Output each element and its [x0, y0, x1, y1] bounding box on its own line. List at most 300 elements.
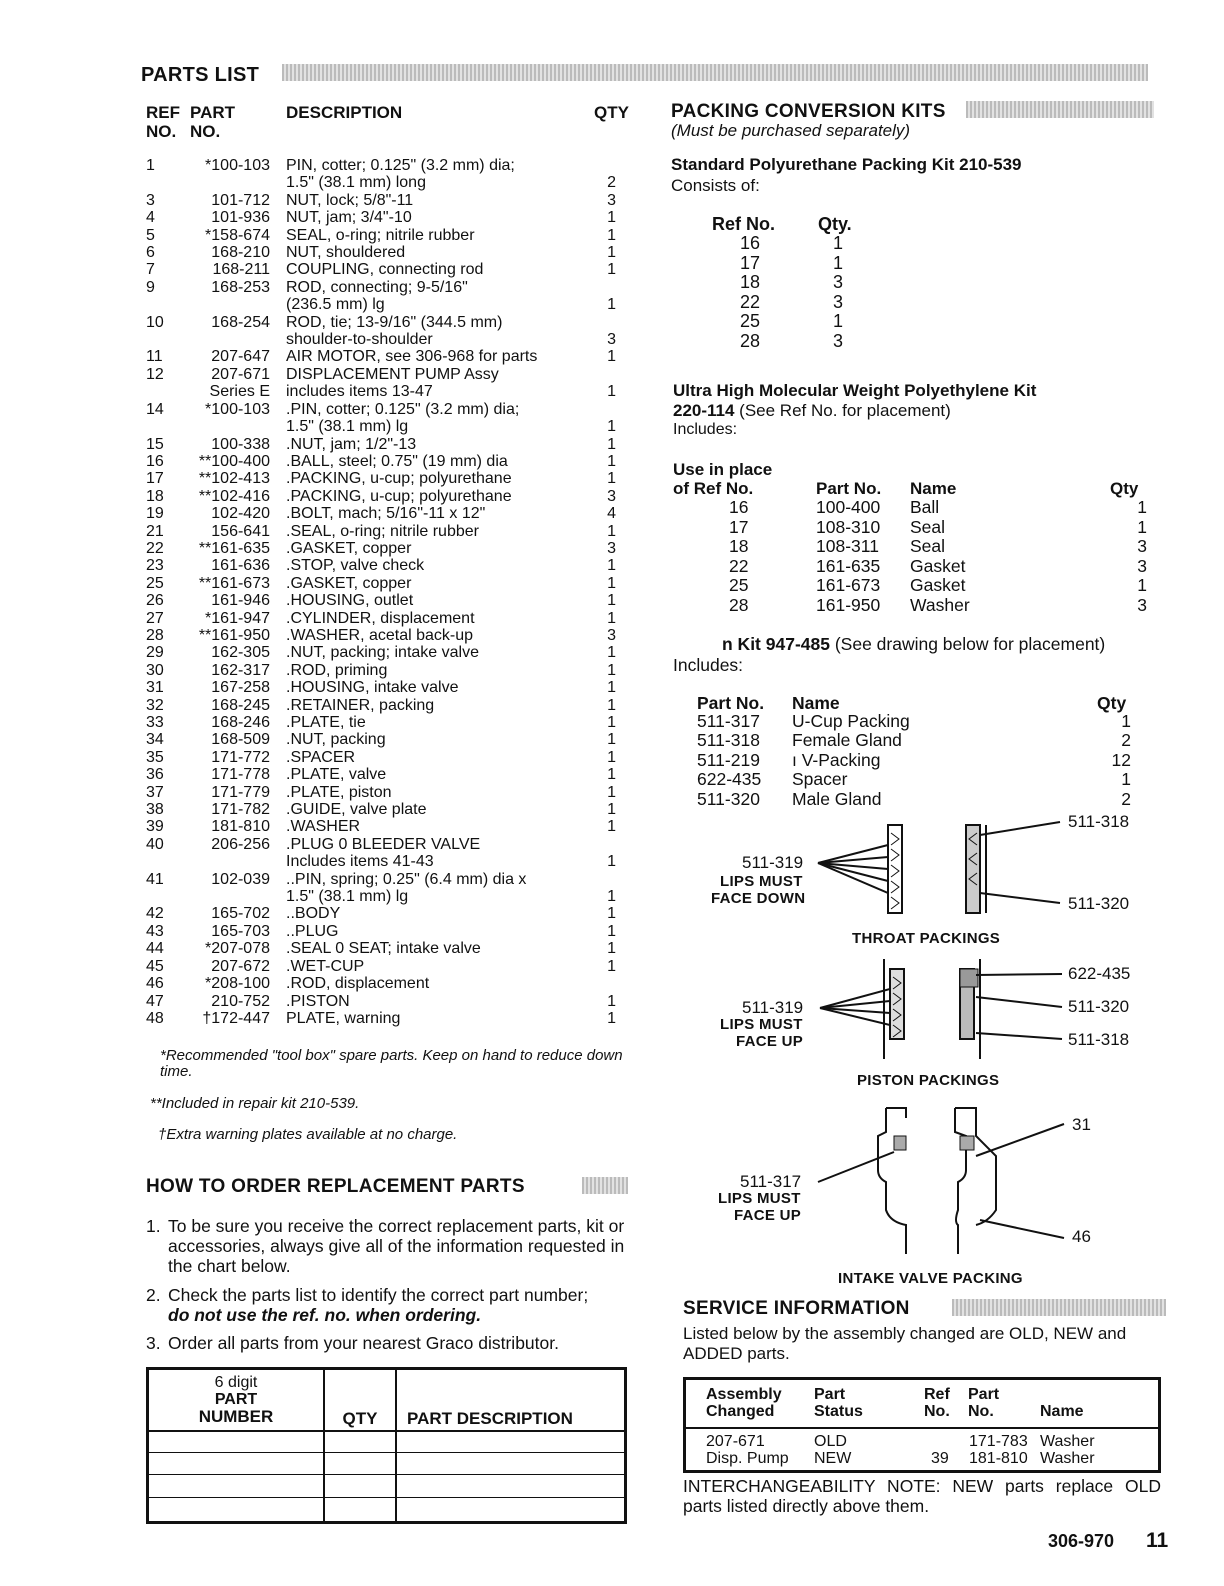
- uhmw-qty: 1: [1137, 575, 1147, 596]
- part-description: ..BODY: [286, 905, 341, 923]
- part-number: *158-674: [205, 226, 270, 244]
- uhmw-part: 161-635: [816, 555, 881, 576]
- ref-number: 45: [146, 957, 164, 975]
- order-col-description: PART DESCRIPTION: [407, 1409, 573, 1428]
- uhmw-ref: 16: [729, 497, 749, 517]
- ref-number: 18: [146, 487, 164, 505]
- table-row: [142, 836, 616, 853]
- ref-number: 9: [146, 278, 155, 296]
- std-col-qty: Qty.: [818, 214, 852, 234]
- part-description: COUPLING, connecting rod: [286, 261, 484, 279]
- part-qty: [602, 279, 616, 296]
- order-item-2-warning: do not use the ref. no. when ordering.: [168, 1305, 482, 1325]
- list-item: [673, 596, 1153, 616]
- note-warning-plates: †Extra warning plates available at no charge.: [158, 1126, 458, 1143]
- part-description: .PLUG 0 BLEEDER VALVE: [286, 835, 481, 853]
- part-description: .WET-CUP: [286, 957, 365, 975]
- part-qty: 3: [607, 191, 616, 209]
- throat-label-511-319: 511-319: [742, 853, 804, 872]
- part-description: .GASKET, copper: [286, 539, 412, 557]
- part-description: SEAL, o-ring; nitrile rubber: [286, 226, 475, 244]
- list-item: [730, 254, 850, 274]
- svc-name: Washer: [1040, 1450, 1095, 1467]
- kit3-see: (See drawing below for placement): [829, 634, 1106, 654]
- part-number: 168-509: [211, 731, 270, 749]
- part-description: .RETAINER, packing: [286, 696, 435, 714]
- list-item: [730, 273, 850, 293]
- part-description: .PLATE, tie: [286, 714, 366, 731]
- part-qty: 1: [607, 435, 616, 453]
- part-description: .PLATE, piston: [286, 783, 392, 801]
- piston-label-511-318: 511-318: [1068, 1030, 1130, 1049]
- piston-label-622-435: 622-435: [1068, 964, 1131, 983]
- piston-label-lips: LIPS MUST: [720, 1016, 803, 1033]
- list-item: [697, 712, 1133, 731]
- ref-number: 17: [146, 470, 164, 488]
- order-col-qty: QTY: [342, 1409, 378, 1428]
- part-qty: 1: [607, 957, 616, 975]
- part-qty: 1: [607, 592, 616, 610]
- part-number: **161-950: [198, 626, 270, 644]
- throat-label-lips: LIPS MUST: [720, 873, 803, 890]
- uhmw-name: Gasket: [910, 575, 966, 596]
- table-row: [142, 470, 616, 487]
- part-description: .NUT, packing: [286, 731, 386, 749]
- part-number: **100-400: [198, 452, 270, 470]
- kit3-qty: 1: [1121, 711, 1131, 731]
- std-ref: 22: [740, 291, 761, 312]
- part-description: ..PLUG: [286, 922, 339, 940]
- part-qty: 1: [607, 731, 616, 749]
- part-description: DISPLACEMENT PUMP Assy: [286, 365, 499, 383]
- part-qty: 1: [607, 992, 616, 1010]
- order-item-1-num: 1.: [146, 1216, 161, 1236]
- part-description: .PIN, cotter; 0.125" (3.2 mm) dia;: [286, 400, 520, 418]
- table-row: [142, 905, 616, 922]
- part-description: .WASHER: [286, 818, 361, 836]
- part-number: [172, 418, 286, 435]
- uhmw-col-ref-1: Use in place: [673, 460, 773, 479]
- part-number: 165-703: [211, 922, 270, 940]
- uhmw-col-ref: [673, 460, 772, 498]
- part-description: .SEAL, o-ring; nitrile rubber: [286, 522, 479, 540]
- part-number: **161-673: [198, 574, 270, 592]
- ref-number: 31: [146, 679, 164, 697]
- list-item: [730, 332, 850, 352]
- part-description: .BOLT, mach; 5/16"-11 x 12": [286, 505, 486, 523]
- kit3-name: Spacer: [792, 769, 848, 790]
- intake-caption: INTAKE VALVE PACKING: [838, 1270, 1023, 1287]
- part-number: 168-211: [212, 261, 270, 279]
- part-qty: [602, 975, 616, 992]
- kit3-title: n Kit 947-485: [722, 634, 830, 654]
- uhmw-name: Seal: [910, 516, 946, 537]
- table-row: [142, 749, 616, 766]
- piston-label-511-319: 511-319: [742, 998, 804, 1017]
- part-number: *208-100: [205, 975, 270, 993]
- part-number: *100-103: [205, 400, 270, 418]
- table-row: [142, 557, 616, 574]
- how-to-order-title: HOW TO ORDER REPLACEMENT PARTS: [146, 1176, 525, 1197]
- std-qty: 3: [833, 330, 844, 351]
- ref-number: [142, 853, 172, 870]
- ref-number: 19: [146, 505, 164, 523]
- ref-number: 14: [146, 400, 164, 418]
- part-qty: 1: [607, 748, 616, 766]
- col-qty: QTY: [594, 103, 629, 122]
- ref-number: 25: [146, 574, 164, 592]
- kit3-name: Male Gland: [792, 788, 882, 809]
- table-row: [142, 940, 616, 957]
- kit3-title-line: [722, 634, 1105, 655]
- part-qty: 1: [607, 574, 616, 592]
- part-number: **102-413: [198, 470, 270, 488]
- part-number: [172, 174, 286, 191]
- uhmw-qty: 1: [1137, 516, 1147, 537]
- svc-status: OLD: [814, 1433, 847, 1450]
- std-col-ref: Ref No.: [712, 214, 775, 234]
- part-qty: [602, 871, 616, 888]
- list-item: [730, 234, 850, 254]
- table-row: [142, 923, 616, 940]
- part-qty: 1: [607, 696, 616, 714]
- part-description: .CYLINDER, displacement: [286, 609, 475, 627]
- order-item-3-num: 3.: [146, 1333, 161, 1353]
- part-description: PLATE, warning: [286, 1009, 401, 1027]
- table-row: [142, 314, 616, 331]
- intake-label-face-up: FACE UP: [734, 1207, 802, 1224]
- part-description: ROD, tie; 13-9/16" (344.5 mm): [286, 313, 503, 331]
- ref-number: 27: [146, 609, 164, 627]
- packing-subtitle: (Must be purchased separately): [671, 121, 911, 140]
- part-qty: 3: [607, 626, 616, 644]
- table-row: [142, 853, 616, 870]
- part-qty: 2: [607, 174, 616, 192]
- part-qty: 1: [607, 661, 616, 679]
- table-row: [142, 348, 616, 365]
- svc-col-part: [968, 1386, 999, 1420]
- ref-number: 32: [146, 696, 164, 714]
- part-description: 1.5" (38.1 mm) lg: [286, 888, 409, 906]
- ref-number: 40: [146, 835, 164, 853]
- part-qty: 1: [607, 609, 616, 627]
- ref-number: 43: [146, 922, 164, 940]
- part-number: 171-782: [211, 801, 270, 819]
- ref-number: 12: [146, 365, 164, 383]
- part-description: shoulder-to-shoulder: [286, 331, 433, 349]
- svc-col-part-2: No.: [968, 1403, 994, 1420]
- piston-caption: PISTON PACKINGS: [857, 1072, 1000, 1089]
- part-number: *207-078: [205, 940, 270, 958]
- part-number: [172, 853, 286, 870]
- uhmw-includes: Includes:: [673, 421, 738, 438]
- kit3-col-name: Name: [792, 693, 840, 713]
- kit3-name: Female Gland: [792, 730, 902, 751]
- ref-number: 44: [146, 940, 164, 958]
- ref-number: [142, 331, 172, 348]
- part-qty: 1: [607, 714, 616, 731]
- table-row: [142, 453, 616, 470]
- svc-part: 181-810: [969, 1450, 1028, 1467]
- part-number: 168-254: [211, 313, 270, 331]
- uhmw-kit-list: [673, 498, 1153, 616]
- part-qty: 1: [607, 452, 616, 470]
- part-qty: 1: [607, 348, 616, 366]
- table-row: [142, 801, 616, 818]
- ref-number: 5: [146, 226, 155, 244]
- svc-name: Washer: [1040, 1433, 1095, 1450]
- uhmw-col-part: Part No.: [816, 479, 882, 498]
- col-part-label-2: NO.: [190, 122, 221, 141]
- table-row: [142, 714, 616, 731]
- page-number: 11: [1146, 1529, 1169, 1552]
- order-item-2-text: Check the parts list to identify the correct part number;: [168, 1285, 589, 1305]
- uhmw-part: 161-673: [816, 575, 881, 596]
- table-row: [142, 644, 616, 661]
- ref-number: 6: [146, 244, 155, 262]
- ref-number: 7: [146, 261, 155, 279]
- part-description: .WASHER, acetal back-up: [286, 626, 474, 644]
- list-item: [673, 498, 1153, 518]
- part-qty: [602, 836, 616, 853]
- part-number: 100-338: [211, 435, 270, 453]
- part-description: .SEAL 0 SEAT; intake valve: [286, 940, 481, 958]
- table-row: [142, 157, 616, 174]
- svc-part: 171-783: [969, 1433, 1028, 1450]
- part-description: .HOUSING, intake valve: [286, 679, 459, 697]
- part-qty: 1: [607, 940, 616, 958]
- part-number: 168-210: [211, 244, 270, 262]
- table-row: [142, 174, 616, 191]
- ref-number: [142, 383, 172, 400]
- svc-rows: [706, 1433, 1156, 1467]
- part-qty: [602, 314, 616, 331]
- part-description: NUT, lock; 5/8"-11: [286, 191, 414, 209]
- part-qty: 1: [607, 470, 616, 488]
- order-col-part-number-1: 6 digit: [214, 1374, 258, 1391]
- table-row: [142, 331, 616, 348]
- ref-number: 41: [146, 870, 164, 888]
- kit3-part: 511-219: [697, 749, 760, 770]
- part-number: 171-778: [211, 766, 270, 784]
- col-ref-label-2: NO.: [146, 122, 177, 141]
- table-row: [142, 227, 616, 244]
- ref-number: 33: [146, 714, 164, 731]
- service-table: [683, 1377, 1161, 1473]
- part-description: 1.5" (38.1 mm) lg: [286, 418, 409, 436]
- svc-ref: 39: [931, 1450, 949, 1467]
- list-item: [673, 537, 1153, 557]
- part-description: .PACKING, u-cup; polyurethane: [286, 470, 512, 488]
- part-number: 168-253: [211, 278, 270, 296]
- table-row: [142, 418, 616, 435]
- part-number: 171-772: [211, 748, 270, 766]
- part-qty: 1: [607, 226, 616, 244]
- list-item: [730, 293, 850, 313]
- part-number: †172-447: [202, 1009, 270, 1027]
- kit3-part: 511-317: [697, 711, 760, 731]
- uhmw-col-qty: Qty: [1110, 479, 1139, 498]
- uhmw-ref: 25: [729, 575, 749, 596]
- ref-number: 48: [146, 1009, 164, 1027]
- interchangeability-note: INTERCHANGEABILITY NOTE: NEW parts replace OLD parts listed directly above them.: [683, 1476, 1161, 1516]
- part-qty: 1: [607, 922, 616, 940]
- table-row: [142, 488, 616, 505]
- part-number: [172, 331, 286, 348]
- ref-number: 3: [146, 191, 155, 209]
- part-description: .NUT, packing; intake valve: [286, 644, 479, 662]
- part-number: 168-246: [211, 714, 270, 731]
- part-description: ..PIN, spring; 0.25" (6.4 mm) dia x: [286, 870, 527, 888]
- part-description: Includes items 41-43: [286, 853, 434, 871]
- svc-col-assembly-1: Assembly: [706, 1386, 782, 1403]
- list-item: [697, 731, 1133, 750]
- table-row: [142, 436, 616, 453]
- part-number: 101-712: [211, 191, 270, 209]
- table-row: [142, 540, 616, 557]
- uhmw-part: 100-400: [816, 497, 881, 517]
- list-item: [673, 576, 1153, 596]
- uhmw-ref: 17: [729, 516, 749, 537]
- table-row: [142, 296, 616, 313]
- table-row: [142, 523, 616, 540]
- std-qty: 1: [833, 311, 844, 332]
- ref-number: 11: [146, 348, 163, 366]
- svc-assembly: 207-671: [706, 1433, 765, 1450]
- table-row: [142, 279, 616, 296]
- part-description: .PISTON: [286, 992, 350, 1010]
- uhmw-kit-number: 220-114: [673, 401, 735, 420]
- kit3-qty: 2: [1121, 730, 1131, 751]
- parts-list-title: PARTS LIST: [141, 64, 260, 86]
- ref-number: 10: [146, 313, 164, 331]
- kit3-includes: Includes:: [673, 655, 744, 675]
- part-qty: 1: [607, 383, 616, 401]
- ref-number: 1: [146, 157, 155, 174]
- throat-label-511-320: 511-320: [1068, 894, 1130, 913]
- kit3-qty: 2: [1121, 788, 1131, 809]
- kit3-part: 622-435: [697, 769, 762, 790]
- part-qty: 1: [607, 296, 616, 314]
- part-qty: 1: [607, 783, 616, 801]
- title-rule: [582, 1177, 628, 1194]
- table-row: [142, 784, 616, 801]
- table-row: [142, 244, 616, 261]
- part-number: 168-245: [211, 696, 270, 714]
- kit3-name: ı V-Packing: [792, 749, 881, 770]
- svc-status: NEW: [814, 1450, 852, 1467]
- order-item-2-num: 2.: [146, 1285, 161, 1305]
- uhmw-qty: 3: [1137, 594, 1147, 615]
- part-qty: 1: [607, 905, 616, 923]
- part-number: [172, 888, 286, 905]
- ref-number: 36: [146, 766, 164, 784]
- table-row: [706, 1433, 1156, 1450]
- svc-col-status: [814, 1386, 863, 1420]
- part-number: 165-702: [211, 905, 270, 923]
- uhmw-name: Gasket: [910, 555, 966, 576]
- part-description: .GUIDE, valve plate: [286, 801, 427, 819]
- std-qty: 3: [833, 272, 844, 293]
- part-number: Series E: [209, 383, 270, 401]
- order-item-1: [146, 1216, 630, 1276]
- part-description: AIR MOTOR, see 306-968 for parts: [286, 348, 538, 366]
- list-item: [673, 518, 1153, 538]
- part-number: 206-256: [211, 835, 270, 853]
- table-row: [142, 1010, 616, 1027]
- uhmw-qty: 1: [1137, 497, 1147, 517]
- std-kit-consists: Consists of:: [671, 176, 760, 195]
- service-title: SERVICE INFORMATION: [683, 1298, 910, 1319]
- svc-col-ref-2: No.: [924, 1403, 950, 1420]
- svc-col-ref: [924, 1386, 950, 1420]
- uhmw-ref: 18: [729, 536, 749, 557]
- part-qty: 1: [607, 853, 616, 871]
- ref-number: [142, 888, 172, 905]
- part-description: .BALL, steel; 0.75" (19 mm) dia: [286, 452, 508, 470]
- order-item-2: [146, 1285, 630, 1325]
- part-number: *161-947: [205, 609, 270, 627]
- std-ref: 28: [740, 330, 761, 351]
- part-description: .HOUSING, outlet: [286, 592, 414, 610]
- table-row: [142, 592, 616, 609]
- uhmw-part: 108-311: [816, 536, 879, 557]
- svc-col-name: Name: [1040, 1403, 1084, 1420]
- ref-number: 28: [146, 626, 164, 644]
- throat-label-face-down: FACE DOWN: [711, 890, 806, 907]
- order-item-3: [146, 1333, 630, 1353]
- ref-number: 22: [146, 539, 164, 557]
- part-number: 207-671: [211, 365, 270, 383]
- part-number: *100-103: [205, 157, 270, 174]
- col-part: [190, 103, 235, 141]
- parts-table: [142, 157, 616, 1027]
- part-description: .GASKET, copper: [286, 574, 412, 592]
- table-row: [142, 888, 616, 905]
- part-description: .NUT, jam; 1/2"-13: [286, 435, 417, 453]
- table-row: [142, 662, 616, 679]
- uhmw-qty: 3: [1137, 536, 1147, 557]
- std-kit-list: [730, 234, 850, 352]
- part-qty: 1: [607, 801, 616, 819]
- part-description: .SPACER: [286, 748, 356, 766]
- ref-number: 34: [146, 731, 164, 749]
- table-row: [142, 818, 616, 835]
- service-intro: Listed below by the assembly changed are OLD, NEW and ADDED parts.: [683, 1324, 1127, 1363]
- part-qty: 1: [607, 888, 616, 906]
- part-qty: 1: [607, 818, 616, 836]
- ref-number: 26: [146, 592, 164, 610]
- table-row: [142, 261, 616, 278]
- table-row: [142, 383, 616, 400]
- part-number: 102-039: [211, 870, 270, 888]
- table-row: [142, 871, 616, 888]
- part-description: .STOP, valve check: [286, 557, 425, 575]
- ref-number: 30: [146, 661, 164, 679]
- order-item-1-text: To be sure you receive the correct replacement parts, kit or accessories, always give all of the information requested in the chart below.: [168, 1216, 625, 1276]
- table-row: [142, 731, 616, 748]
- list-item: [673, 557, 1153, 577]
- ref-number: 39: [146, 818, 164, 836]
- part-description: includes items 13-47: [286, 383, 433, 401]
- table-row: [142, 766, 616, 783]
- list-item: [697, 770, 1133, 789]
- part-qty: [602, 157, 616, 174]
- part-number: 167-258: [211, 679, 270, 697]
- part-qty: 1: [607, 522, 616, 540]
- part-qty: 3: [607, 331, 616, 349]
- part-number: 162-317: [211, 661, 270, 679]
